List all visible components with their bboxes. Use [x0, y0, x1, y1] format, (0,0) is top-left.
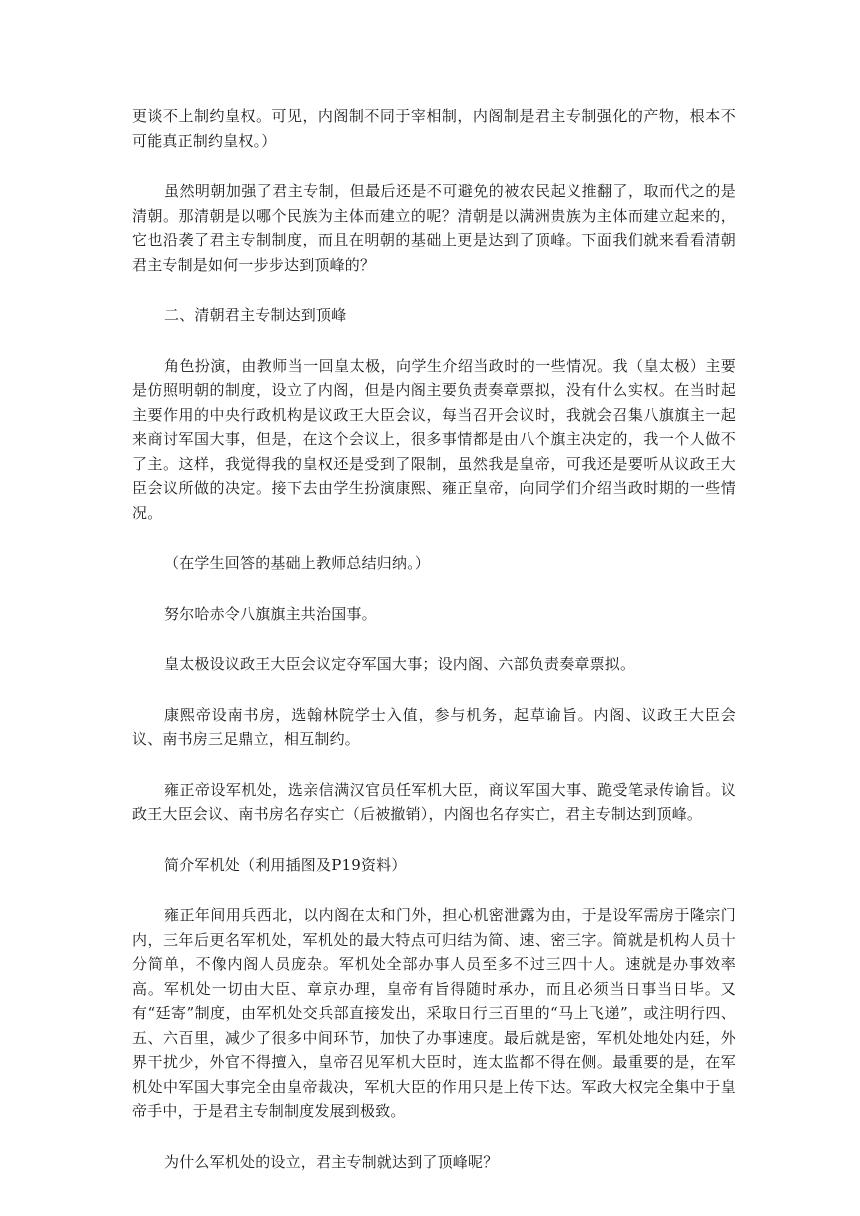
paragraph-5: （在学生回答的基础上教师总结归纳。）	[164, 554, 431, 572]
paragraph-2: 虽然明朝加强了君主专制，但最后还是不可避免的被农民起义推翻了，取而代之的是清朝。那清朝是以哪个民族为主体而建立的呢？清朝是以满洲贵族为主体而建立起来的，它也沿袭了君主专制制度，而且在明朝的基础上更是达到了顶峰。下面我们就来看看清朝君主专制是如何一步步达到顶峰的？	[132, 182, 736, 274]
section-heading: 二、清朝君主专制达到顶峰	[164, 306, 347, 324]
paragraph-11: 雍正年间用兵西北，以内阁在太和门外，担心机密泄露为由，于是设军需房于隆宗门内，三年后更名军机处，军机处的最大特点可归结为简、速、密三字。简就是机构人员十分简单，不像内阁人员庞杂。军机处全部办事人员至多不过三四十人。速就是办事效率高。军机处一切由大臣、章京办理，皇帝有旨得随时承办，而且必须当日事当日毕。又有“廷寄”制度，由军机处交兵部直接发出，采取日行三百里的“马上飞递”，或注明行四、五、六百里，减少了很多中间环节，加快了办事速度。最后就是密，军机处地处内廷，外界干扰少，外官不得擅入，皇帝召见军机大臣时，连太监都不得在侧。最重要的是，在军机处中军国大事完全由皇帝裁决，军机大臣的作用只是上传下达。军政大权完全集中于皇帝手中，于是君主专制制度发展到极致。	[132, 906, 736, 1120]
paragraph-8: 康熙帝设南书房，选翰林院学士入值，参与机务，起草谕旨。内阁、议政王大臣会议、南书房三足鼎立，相互制约。	[132, 705, 736, 748]
paragraph-9: 雍正帝设军机处，选亲信满汉官员任军机大臣，商议军国大事、跪受笔录传谕旨。议政王大臣会议、南书房名存实亡（后被撤销），内阁也名存实亡，君主专制达到顶峰。	[132, 780, 736, 823]
paragraph-4: 角色扮演，由教师当一回皇太极，向学生介绍当政时的一些情况。我（皇太极）主要是仿照明朝的制度，设立了内阁，但是内阁主要负责奏章票拟，没有什么实权。在当时起主要作用的中央行政机构是议政王大臣会议，每当召开会议时，我就会召集八旗旗主一起来商讨军国大事，但是，在这个会议上，很多事情都是由八个旗主决定的，我一个人做不了主。这样，我觉得我的皇权还是受到了限制，虽然我是皇帝，可我还是要听从议政王大臣会议所做的决定。接下去由学生扮演康熙、雍正皇帝，向同学们介绍当政时期的一些情况。	[132, 356, 736, 522]
paragraph-6: 努尔哈赤令八旗旗主共治国事。	[164, 604, 377, 623]
paragraph-1: 更谈不上制约皇权。可见，内阁制不同于宰相制，内阁制是君主专制强化的产物，根本不可能真正制约皇权。）	[132, 107, 736, 150]
paragraph-7: 皇太极设议政王大臣会议定夺军国大事；设内阁、六部负责奏章票拟。	[164, 655, 636, 673]
paragraph-10: 简介军机处（利用插图及P19资料）	[164, 855, 407, 874]
paragraph-12: 为什么军机处的设立，君主专制就达到了顶峰呢？	[164, 1152, 499, 1171]
document-page	[132, 94, 736, 1200]
